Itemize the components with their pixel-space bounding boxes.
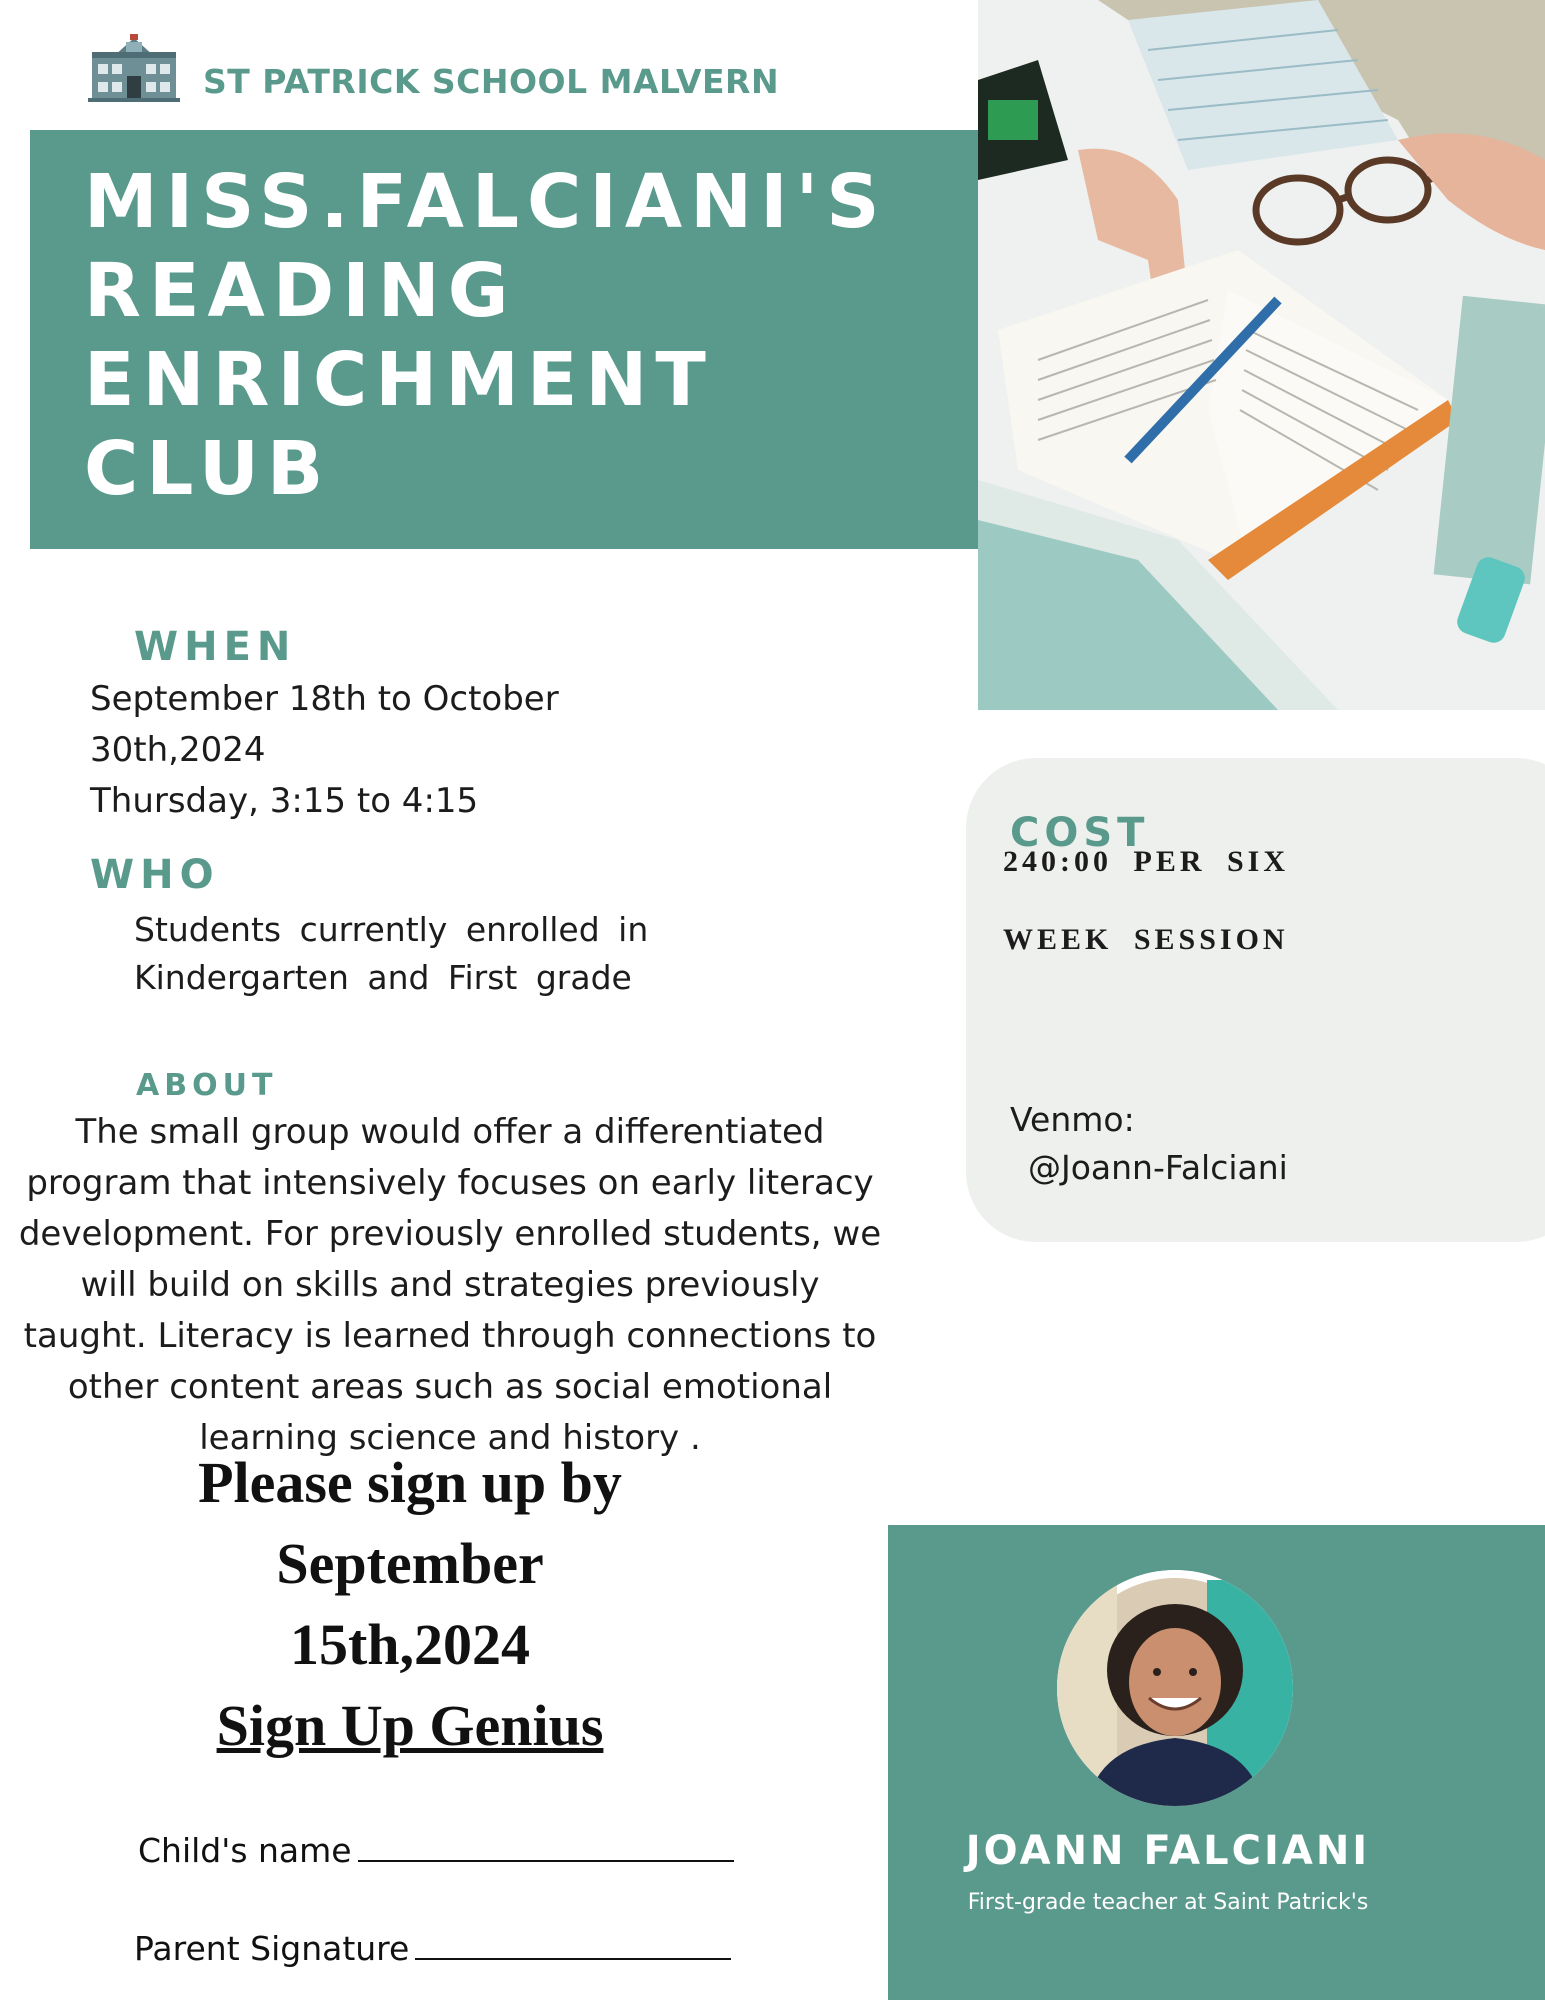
- teacher-avatar: [1057, 1570, 1293, 1806]
- child-name-field[interactable]: [358, 1830, 734, 1862]
- venmo-label: Venmo:: [1010, 1100, 1135, 1139]
- parent-signature-label: Parent Signature: [134, 1929, 410, 1968]
- child-name-label: Child's name: [138, 1831, 352, 1870]
- who-heading: WHO: [90, 852, 220, 898]
- title-line: READING: [84, 248, 517, 334]
- teacher-name: JOANN FALCIANI: [965, 1828, 1371, 1874]
- when-line: September 18th to October: [90, 679, 559, 719]
- venmo-handle: @Joann-Falciani: [1028, 1148, 1288, 1187]
- school-name: ST PATRICK SCHOOL MALVERN: [203, 62, 780, 101]
- title-line: ENRICHMENT: [84, 337, 714, 423]
- cost-period: WEEK SESSION: [1003, 923, 1289, 956]
- parent-signature-field[interactable]: [415, 1928, 731, 1960]
- title-line: CLUB: [84, 426, 332, 512]
- who-details: [134, 906, 648, 1002]
- about-paragraph: The small group would offer a differentiated program that intensively focuses on early literacy development. For previously enrolled students, we will build on skills and strategies previously taught. Literacy is learned through connections to other content areas such as social emotional learning science and history .: [18, 1112, 882, 1458]
- signup-callout: [150, 1442, 670, 1766]
- signup-line: Please sign up by: [198, 1450, 622, 1515]
- parent-signature-row: [134, 1928, 731, 1968]
- who-line: Kindergarten and First grade: [134, 958, 632, 997]
- child-name-row: [138, 1830, 734, 1870]
- title-line: MISS.FALCIANI'S: [84, 159, 888, 245]
- cost-heading: COST: [1010, 810, 1150, 856]
- when-line: 30th,2024: [90, 730, 266, 770]
- when-heading: WHEN: [134, 624, 297, 670]
- cost-amount: 240:00 PER SIX: [1003, 845, 1290, 878]
- study-photo: [978, 0, 1545, 710]
- teacher-role: First-grade teacher at Saint Patrick's: [967, 1890, 1369, 1915]
- school-building-icon: [88, 32, 180, 102]
- page-title: [84, 158, 974, 514]
- signup-line: September: [276, 1531, 544, 1596]
- about-heading: ABOUT: [136, 1068, 278, 1103]
- when-line: Thursday, 3:15 to 4:15: [90, 781, 479, 821]
- signup-line: 15th,2024: [289, 1612, 531, 1677]
- signup-genius-link[interactable]: Sign Up Genius: [216, 1693, 604, 1758]
- who-line: Students currently enrolled in: [134, 910, 649, 949]
- when-details: [90, 674, 559, 827]
